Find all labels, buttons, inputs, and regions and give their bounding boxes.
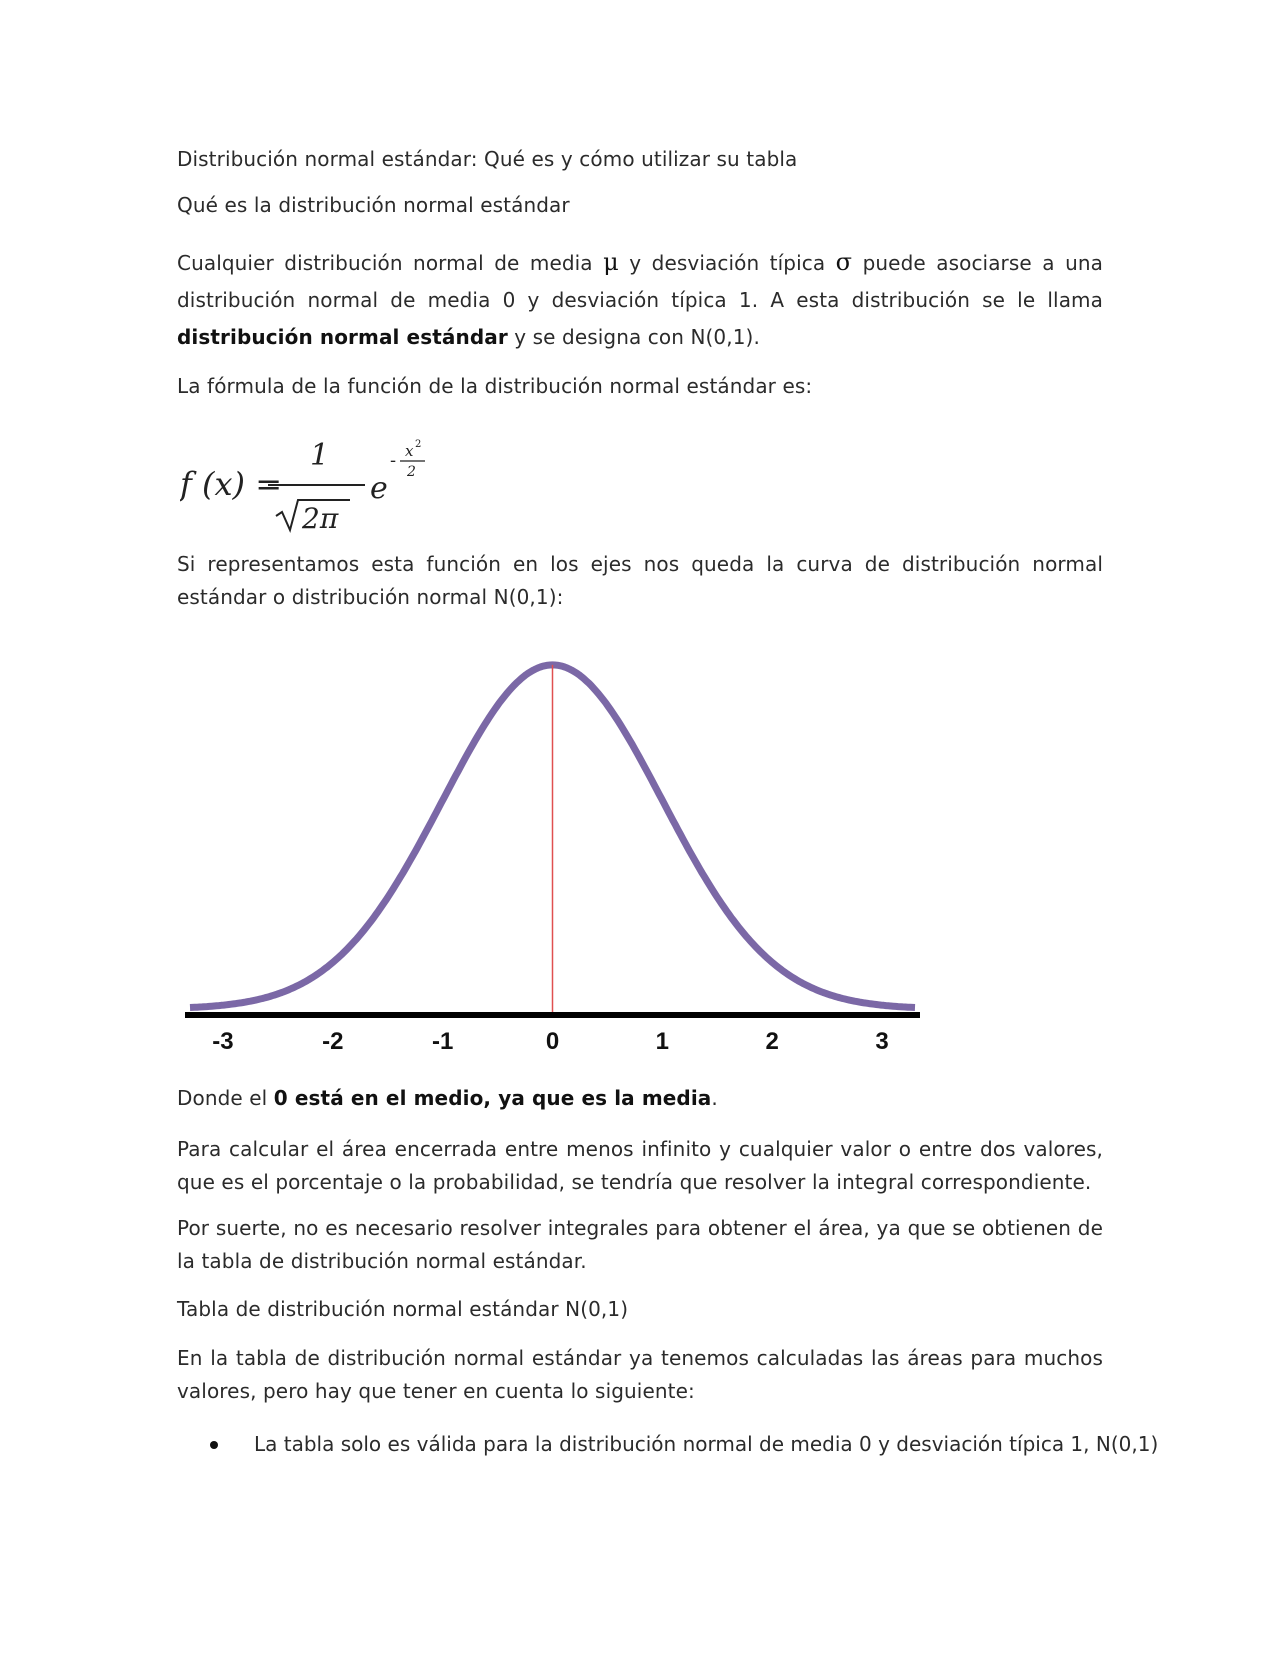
- table-paragraph: En la tabla de distribución normal estándar ya tenemos calculadas las áreas para muchos valores, pero hay que tener en cuenta lo siguiente:: [177, 1346, 1103, 1403]
- document-title: Distribución normal estándar: Qué es y cómo utilizar su tabla: [177, 147, 798, 171]
- bullet-dot-icon: [210, 1441, 218, 1449]
- intro-text-1: Cualquier distribución normal de media: [177, 251, 604, 275]
- donde-text-2: .: [711, 1086, 718, 1110]
- x-tick-label: 2: [765, 1028, 779, 1055]
- mu-symbol: μ: [603, 248, 619, 276]
- table-heading: Tabla de distribución normal estándar N(0,1): [177, 1297, 629, 1321]
- integrals-paragraph: Por suerte, no es necesario resolver integrales para obtener el área, ya que se obtienen de la tabla de distribución normal estándar.: [177, 1216, 1103, 1273]
- area-paragraph: Para calcular el área encerrada entre menos infinito y cualquier valor o entre dos valores, que es el porcentaje o la probabilidad, se tendría que resolver la integral correspondiente.: [177, 1137, 1103, 1194]
- formula-base-e: e: [370, 471, 388, 506]
- intro-text-3: puede asociarse a una distribución normal de media 0 y desviación típica 1. A esta distribución se le llama: [177, 251, 1103, 312]
- formula-intro: La fórmula de la función de la distribución normal estándar es:: [177, 374, 813, 398]
- intro-text-2: y desviación típica: [618, 251, 836, 275]
- donde-text-1: Donde el: [177, 1086, 274, 1110]
- sigma-symbol: σ: [835, 248, 853, 276]
- formula-lhs: f (x) =: [180, 465, 283, 503]
- exponent-power: 2: [415, 439, 422, 450]
- exponent-denominator: 2: [407, 464, 416, 480]
- x-tick-label: 1: [655, 1028, 670, 1055]
- intro-bold-term: distribución normal estándar: [177, 325, 508, 349]
- bullet-text: La tabla solo es válida para la distribución normal de media 0 y desviación típica 1, N(0,1): [254, 1432, 1159, 1456]
- exponent-sign: -: [390, 450, 397, 471]
- formula-numerator: 1: [310, 438, 330, 473]
- exponent-numerator: x: [405, 442, 414, 460]
- intro-text-4: y se designa con N(0,1).: [507, 325, 760, 349]
- x-tick-label: -3: [212, 1028, 234, 1055]
- intro-paragraph: [177, 244, 1103, 356]
- donde-bold-text: 0 está en el medio, ya que es la media: [273, 1086, 712, 1110]
- x-tick-label: 0: [545, 1028, 560, 1055]
- section-heading: Qué es la distribución normal estándar: [177, 193, 570, 217]
- normal-distribution-chart: [185, 630, 925, 1060]
- formula-denominator: 2π: [302, 502, 339, 535]
- x-tick-label: -2: [322, 1028, 344, 1055]
- x-tick-label: 3: [875, 1028, 889, 1055]
- x-tick-label: -1: [431, 1028, 454, 1055]
- curve-intro-paragraph: Si representamos esta función en los ejes nos queda la curva de distribución normal estándar o distribución normal N(0,1):: [177, 552, 1103, 609]
- normal-pdf-formula: [180, 430, 460, 540]
- donde-paragraph: [177, 1082, 1103, 1115]
